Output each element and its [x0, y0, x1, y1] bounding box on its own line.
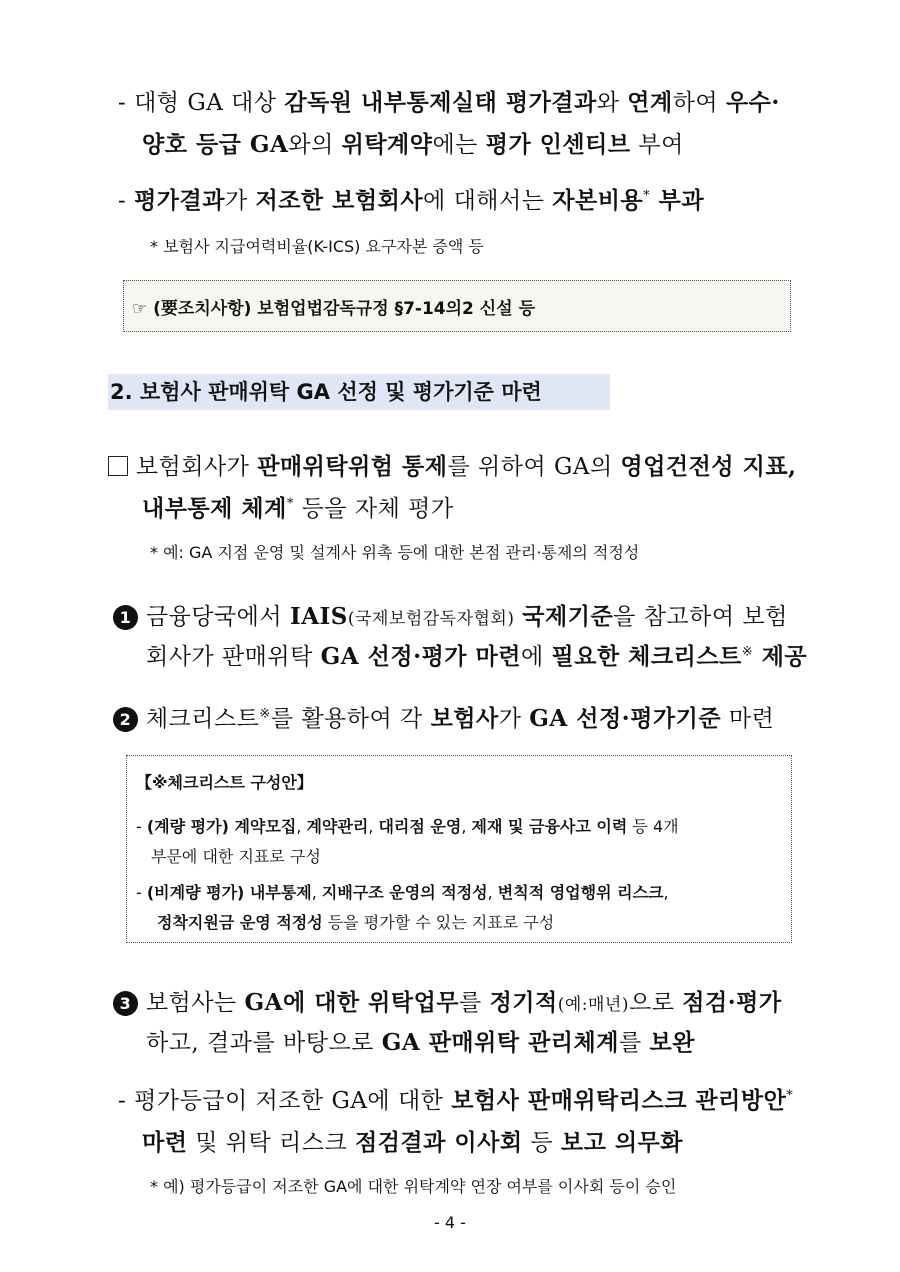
text-bold: 보고 의무화 — [560, 1129, 683, 1156]
checklist-box — [126, 755, 792, 943]
text-bold: (비계량 평가) 내부통제 — [146, 883, 312, 902]
text-bold: GA에 대한 위탁업무 — [244, 989, 460, 1016]
footnote-mark: ※ — [741, 644, 754, 660]
section-title: 2. 보험사 판매위탁 GA 선정 및 평가기준 마련 — [108, 374, 610, 410]
reference-box — [123, 280, 791, 332]
text-bold: 보험사 — [430, 705, 499, 732]
text: , — [663, 883, 669, 902]
checklist-row — [157, 910, 554, 933]
text-bold: 평가결과 — [134, 187, 225, 214]
text: , — [461, 817, 472, 836]
text-bold: 정기적 — [489, 989, 558, 1016]
text: - — [118, 188, 135, 214]
text-bold: 제재 및 금융사고 이력 — [471, 817, 628, 836]
text: 등 — [522, 1130, 561, 1156]
text-bold: 마련 — [142, 1129, 188, 1156]
text-bold: 자본비용 — [552, 187, 644, 214]
text: 가 — [224, 188, 256, 214]
para-line — [113, 984, 782, 1017]
text: 등 4개 — [627, 817, 679, 836]
text: 를 활용하여 각 — [270, 706, 431, 732]
para-line — [113, 700, 774, 733]
text-bold: 점검결과 이사회 — [355, 1129, 523, 1156]
text: 보험회사가 — [135, 454, 258, 480]
reference-text: ☞ (要조치사항) 보험업법감독규정 §7-14의2 신설 등 — [132, 299, 535, 319]
text-bold: 평가 인센티브 — [485, 131, 631, 158]
checklist-row — [136, 814, 679, 837]
text-bold: 내부통제 체계 — [142, 495, 287, 522]
text-bold: (계량 평가) 계약모집 — [146, 817, 297, 836]
text: 에는 — [432, 132, 486, 158]
text-bold: 보험사 판매위탁리스크 관리방안 — [451, 1087, 787, 1114]
text-bold: 감독원 내부통제실태 평가결과 — [284, 89, 597, 116]
text: 를 — [618, 1030, 650, 1056]
para-line — [118, 182, 704, 215]
text: , — [368, 817, 379, 836]
text-bold: GA 선정·평가기준 — [529, 705, 722, 732]
number-1-icon: 1 — [113, 605, 138, 630]
text-bold: 정착지원금 운영 적정성 — [157, 913, 323, 932]
para-line — [142, 126, 684, 159]
text: 금융당국에서 — [145, 604, 290, 630]
text-bold: GA 선정·평가 마련 — [320, 643, 521, 670]
footnote-mark: ※ — [259, 706, 271, 722]
text: 으로 — [628, 990, 683, 1016]
text-bold: GA 판매위탁 관리체계 — [381, 1029, 619, 1056]
text: - — [136, 817, 147, 836]
checklist-title: 【※체크리스트 구성안】 — [136, 773, 313, 792]
footnote: * 예: GA 지점 운영 및 설계사 위촉 등에 대한 본점 관리·통제의 적정성 — [150, 543, 640, 562]
footnote-mark: * — [786, 1088, 794, 1104]
text: , — [311, 883, 322, 902]
checklist-row: 부문에 대한 지표로 구성 — [151, 847, 321, 866]
para-line — [142, 1124, 683, 1157]
page-number: - 4 - — [434, 1213, 466, 1232]
text: - 대형 GA 대상 — [118, 90, 285, 116]
text: 가 — [498, 706, 530, 732]
text-bold: 우수· — [725, 89, 780, 116]
footnote: * 예) 평가등급이 저조한 GA에 대한 위탁계약 연장 여부를 이사회 등이 승인 — [150, 1177, 677, 1196]
text: , — [296, 817, 307, 836]
text: 를 위하여 GA의 — [447, 454, 621, 480]
text: 마련 — [721, 706, 775, 732]
text: 를 — [459, 990, 490, 1016]
footnote: * 보험사 지급여력비율(K-ICS) 요구자본 증액 등 — [150, 237, 484, 256]
text-bold: IAIS — [289, 603, 348, 630]
text-bold: 영업건전성 지표, — [620, 453, 797, 480]
text: 회사가 판매위탁 — [146, 644, 321, 670]
footnote-mark: * — [286, 496, 294, 512]
number-2-icon: 2 — [113, 707, 138, 732]
text: 등을 자체 평가 — [293, 496, 454, 522]
text: 에 대해서는 — [423, 188, 553, 214]
text: 체크리스트 — [145, 706, 260, 732]
text: 에 — [520, 644, 552, 670]
text: 을 참고하여 보험 — [613, 604, 788, 630]
text-bold: 제공 — [753, 643, 808, 670]
text: 하고, 결과를 바탕으로 — [146, 1030, 382, 1056]
text-small: (국제보험감독자협회) — [347, 609, 515, 629]
text-bold: 국제기준 — [522, 603, 614, 630]
text-bold: 지배구조 운영의 적정성 — [321, 883, 488, 902]
text-bold: 연계 — [627, 89, 673, 116]
para-line — [146, 638, 807, 671]
text-bold: 위탁계약 — [341, 131, 433, 158]
text-bold: 필요한 체크리스트 — [551, 643, 742, 670]
para-line — [118, 84, 780, 117]
text: - 평가등급이 저조한 GA에 대한 — [118, 1088, 452, 1114]
para-line — [146, 1024, 695, 1057]
footnote-mark: * — [643, 188, 651, 204]
text: 와의 — [288, 132, 342, 158]
checkbox-bullet-icon — [108, 456, 128, 476]
text: 하여 — [672, 90, 726, 116]
text-bold: 양호 등급 GA — [142, 131, 289, 158]
para-line — [113, 598, 788, 631]
text: 와 — [596, 90, 628, 116]
text: 및 위탁 리스크 — [187, 1130, 355, 1156]
para-line — [118, 1082, 793, 1115]
text-bold: 변칙적 영업행위 리스크 — [497, 883, 664, 902]
text-bold: 판매위탁위험 통제 — [257, 453, 448, 480]
text: - — [136, 883, 147, 902]
para-line — [108, 448, 797, 481]
text-bold: 부과 — [650, 187, 705, 214]
text-bold: 계약관리 — [306, 817, 369, 836]
checklist-row — [136, 880, 669, 903]
text-bold: 대리점 운영 — [378, 817, 462, 836]
text-small: (예:매년) — [557, 995, 629, 1015]
para-line — [142, 490, 454, 523]
text: 보험사는 — [145, 990, 245, 1016]
text: , — [487, 883, 498, 902]
text-bold: 점검·평가 — [682, 989, 782, 1016]
text: 등을 평가할 수 있는 지표로 구성 — [322, 913, 555, 932]
text-bold: 보완 — [649, 1029, 695, 1056]
text-bold: 저조한 보험회사 — [255, 187, 424, 214]
text: 부여 — [630, 132, 684, 158]
number-3-icon: 3 — [113, 991, 138, 1016]
